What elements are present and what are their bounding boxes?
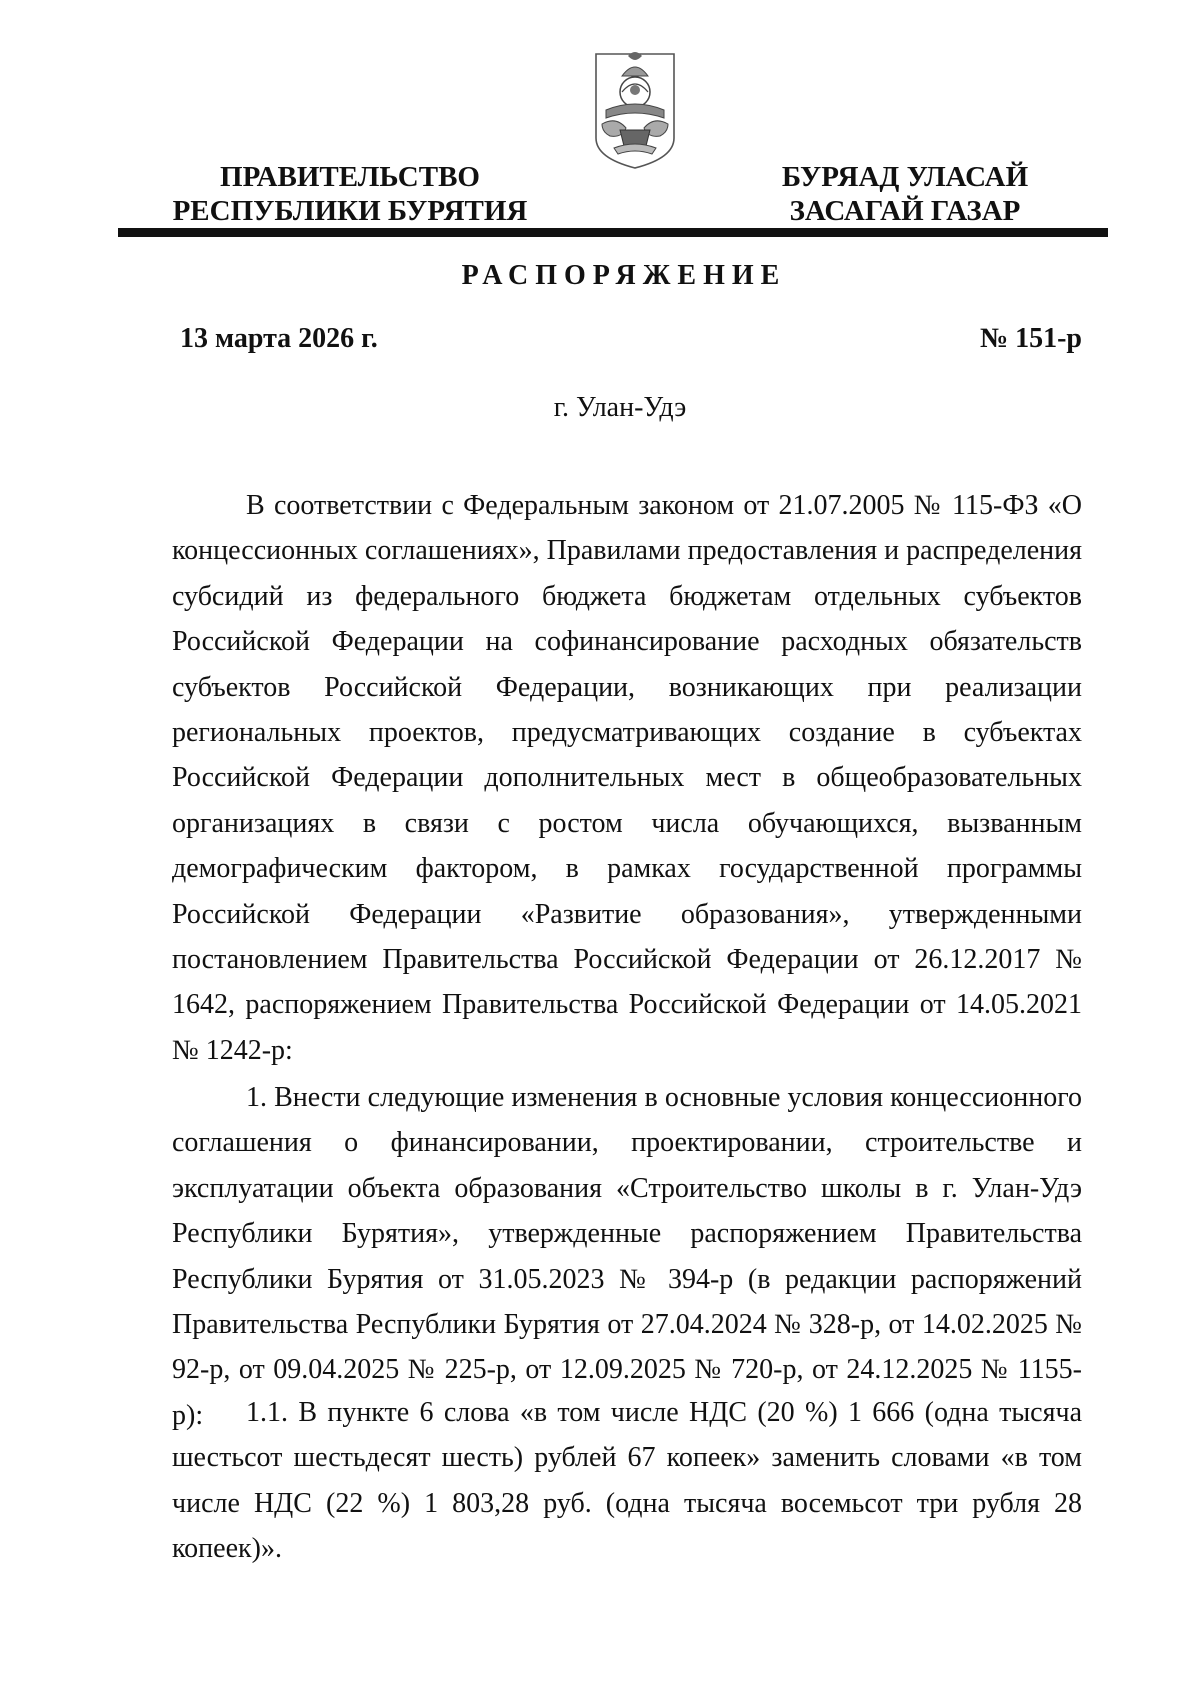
document-city: г. Улан-Удэ bbox=[553, 392, 687, 423]
coat-of-arms-icon bbox=[592, 46, 678, 172]
org-name-buryat-line-2: ЗАСАГАЙ ГАЗАР bbox=[789, 195, 1021, 227]
document-date: 13 марта 2026 г. bbox=[180, 323, 378, 354]
document-number: № 151-р bbox=[979, 323, 1082, 354]
item-1-paragraph: 1. Внести следующие изменения в основные условия концессионного соглашения о финансировании, проектировании, строительстве и эксплуатации объекта образования «Строительство школы в г. Улан-Удэ Республики Бурятия», утвержденные распоряжением Правительства Республики Бурятия от 31.05.2023 № 394-р (в редакции распоряжений Правительства Республики Бурятия от 27.04.2024 № 328-р, от 14.02.2025 № 92-р, от 09.04.2025 № 225-р, от 12.09.2025 № 720-р, от 24.12.2025 № 1155-р): bbox=[172, 1082, 1082, 1431]
org-name-buryat bbox=[745, 160, 1065, 228]
org-name-line-2: РЕСПУБЛИКИ БУРЯТИЯ bbox=[172, 195, 528, 227]
item-1-1-paragraph: 1.1. В пункте 6 слова «в том числе НДС (20 %) 1 666 (одна тысяча шестьсот шестьдесят шесть) рублей 67 копеек» заменить словами «в том числе НДС (22 %) 1 803,28 руб. (одна тысяча восемьсот три рубля 28 копеек)». bbox=[172, 1397, 1082, 1565]
org-name-russian bbox=[150, 160, 550, 228]
document-type-title: РАСПОРЯЖЕНИЕ bbox=[461, 260, 787, 291]
org-name-line-1: ПРАВИТЕЛЬСТВО bbox=[220, 161, 480, 193]
preamble-paragraph: В соответствии с Федеральным законом от 21.07.2005 № 115-ФЗ «О концессионных соглашениях», Правилами предоставления и распределения субсидий из федерального бюджета бюджетам отдельных субъектов Российской Федерации на софинансирование расходных обязательств субъектов Российской Федерации, возникающих при реализации региональных проектов, предусматривающих создание в субъектах Российской Федерации дополнительных мест в общеобразовательных организациях в связи с ростом числа обучающихся, вызванным демографическим фактором, в рамках государственной программы Российской Федерации «Развитие образования», утвержденными постановлением Правительства Российской Федерации от 26.12.2017 № 1642, распоряжением Правительства Российской Федерации от 14.05.2021 № 1242-р: bbox=[172, 490, 1082, 1066]
org-name-buryat-line-1: БУРЯАД УЛАСАЙ bbox=[781, 161, 1029, 193]
header-divider bbox=[118, 228, 1108, 237]
